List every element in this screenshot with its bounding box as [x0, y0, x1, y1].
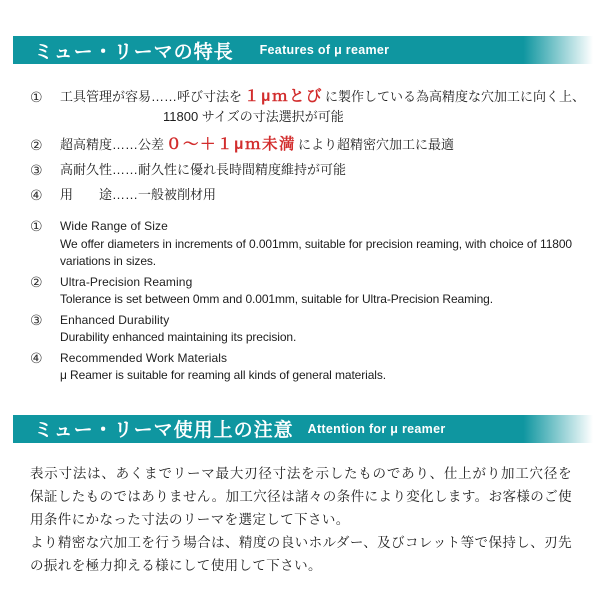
attention-paragraphs: [30, 462, 572, 577]
feature-text-emphasis: １μｍとび: [244, 88, 323, 105]
item-number-en-4: ④: [30, 349, 43, 366]
feature-jp-text-3: [60, 160, 346, 180]
feature-jp-item-1: [30, 87, 586, 127]
feature-en-body: We offer diameters in increments of 0.001mm, suitable for precision reaming, with choice of 11800 variations in sizes.: [60, 236, 572, 268]
feature-jp-line2: 11800 サイズの寸法選択が可能: [163, 109, 344, 124]
feature-jp-item-2: [30, 135, 574, 155]
feature-jp-line1: 高耐久性……耐久性に優れ長時間精度維持が可能: [60, 162, 347, 177]
feature-en-title: Wide Range of Size: [60, 219, 168, 233]
item-number-en-3: ③: [30, 311, 43, 328]
feature-jp-item-4: [30, 185, 574, 205]
feature-jp-line1: [60, 137, 454, 152]
features-banner-subtitle: Features of μ reamer: [259, 43, 390, 57]
attention-banner-title: ミュー・リーマ使用上の注意: [34, 420, 294, 441]
item-number-1: ①: [30, 89, 43, 105]
feature-en-text-2: [60, 274, 572, 309]
feature-jp-line1: [60, 89, 585, 104]
feature-text-pre: 超高精度……公差: [60, 137, 165, 152]
features-banner: [13, 36, 593, 64]
feature-en-title: Recommended Work Materials: [60, 350, 228, 365]
attention-paragraph-2: より精密な穴加工を行う場合は、精度の良いホルダー、及びコレット等で保持し、刃先の振れを極力抑える様にして使用して下さい。: [30, 534, 572, 573]
features-list-japanese: [30, 87, 586, 205]
feature-text-pre: 工具管理が容易……呼び寸法を: [60, 89, 243, 104]
feature-jp-item-3: [30, 160, 574, 180]
feature-en-text-4: [60, 350, 572, 385]
feature-en-body: Tolerance is set between 0mm and 0.001mm, suitable for Ultra-Precision Reaming.: [60, 292, 493, 306]
feature-text-post: に製作している為高精度な穴加工に向く上、: [325, 89, 586, 104]
feature-jp-text-1: [60, 87, 585, 127]
features-list-english: [30, 218, 572, 385]
attention-banner: [13, 415, 593, 443]
item-number-4: ④: [30, 187, 43, 203]
feature-jp-line1: 用 途……一般被削材用: [60, 187, 217, 202]
feature-en-title: Ultra-Precision Reaming: [60, 274, 193, 289]
feature-en-title: Enhanced Durability: [60, 312, 170, 327]
features-banner-title: ミュー・リーマの特長: [34, 41, 234, 63]
feature-en-text-1: [60, 218, 572, 271]
item-number-3: ③: [30, 162, 43, 178]
attention-paragraph-1: 表示寸法は、あくまでリーマ最大刃径寸法を示したものであり、仕上がり加工穴径を保証したものではありません。加工穴径は諸々の条件により変化します。お客様のご使用条件にかなった寸法のリーマを選定して下さい。: [30, 465, 572, 527]
item-number-en-2: ②: [30, 273, 43, 290]
feature-en-body: Durability enhanced maintaining its precision.: [60, 330, 297, 344]
feature-en-item-1: [30, 218, 572, 271]
feature-en-text-3: [60, 312, 572, 347]
feature-jp-text-2: [60, 135, 454, 155]
feature-en-item-3: [30, 312, 572, 347]
feature-en-item-2: [30, 274, 572, 309]
feature-jp-text-4: [60, 185, 216, 205]
feature-text-emphasis: ０～＋１μｍ未満: [166, 136, 296, 153]
feature-text-post: により超精密穴加工に最適: [298, 137, 455, 152]
attention-banner-subtitle: Attention for μ reamer: [307, 421, 446, 436]
feature-en-body: μ Reamer is suitable for reaming all kinds of general materials.: [60, 368, 386, 382]
item-number-en-1: ①: [30, 218, 43, 234]
feature-en-item-4: [30, 350, 572, 385]
item-number-2: ②: [30, 137, 43, 153]
